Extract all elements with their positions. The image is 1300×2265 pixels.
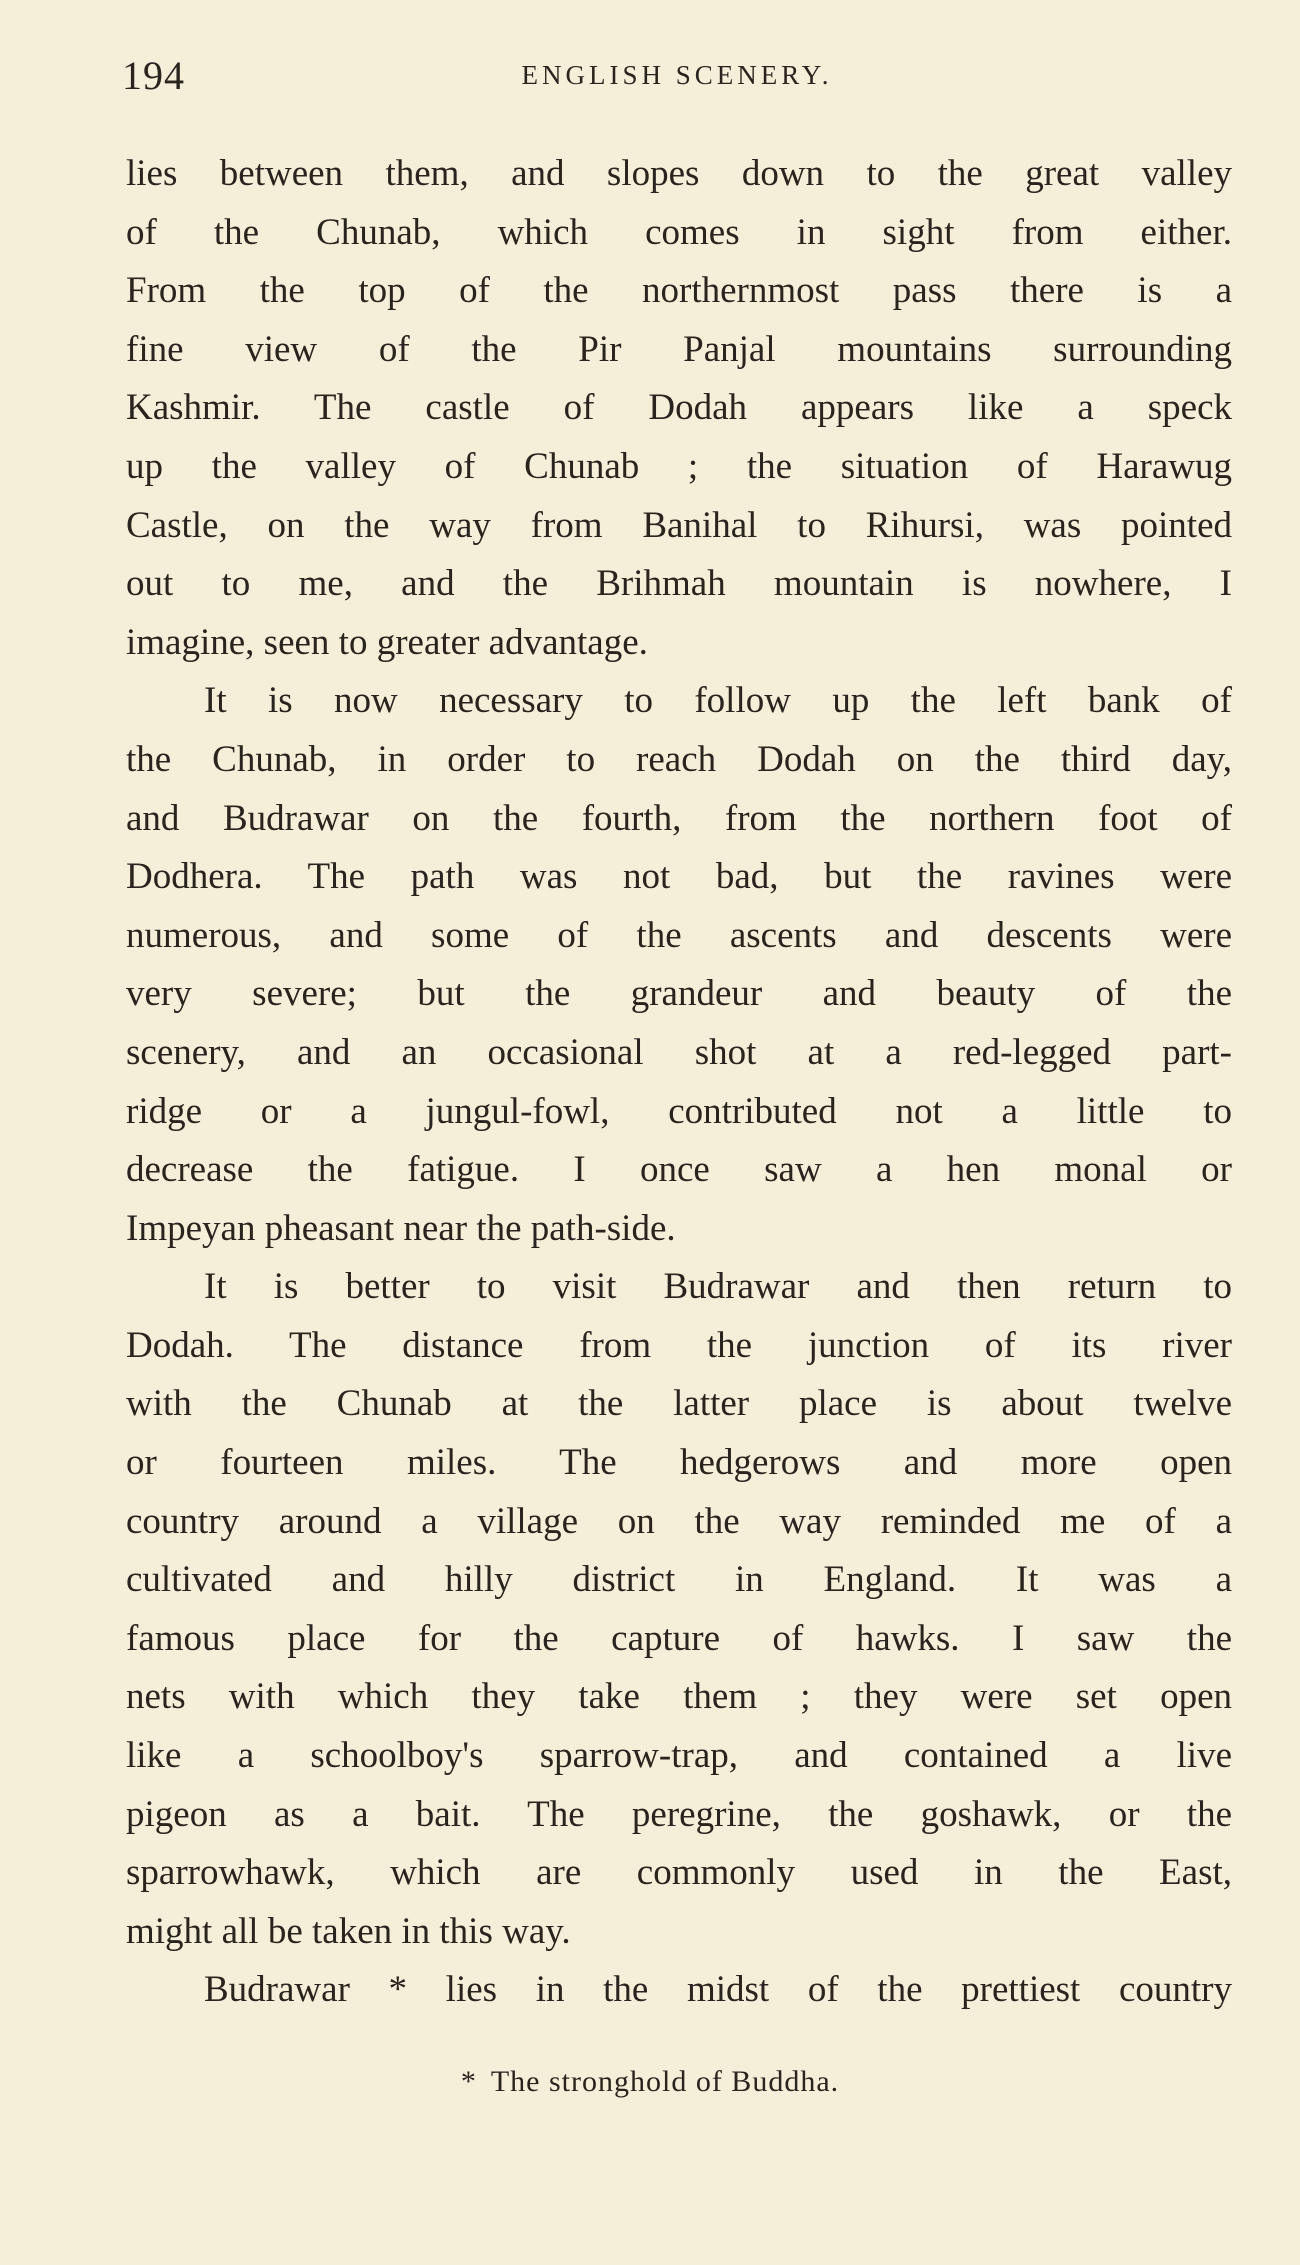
text-line: Kashmir. The castle of Dodah appears like a speck — [126, 387, 1232, 429]
text-line: Castle, on the way from Banihal to Rihursi, was pointed — [126, 504, 1232, 546]
footnote — [0, 2065, 1300, 2099]
text-line: the Chunab, in order to reach Dodah on the third day, — [126, 738, 1232, 780]
text-line: out to me, and the Brihmah mountain is nowhere, I — [126, 563, 1232, 605]
text-line: pigeon as a bait. The peregrine, the goshawk, or the — [126, 1793, 1232, 1835]
text-line: very severe; but the grandeur and beauty of the — [126, 973, 1232, 1015]
text-line: nets with which they take them ; they were set open — [126, 1676, 1232, 1718]
text-line: with the Chunab at the latter place is about twelve — [126, 1383, 1232, 1425]
text-line: Dodhera. The path was not bad, but the ravines were — [126, 856, 1232, 898]
text-line: cultivated and hilly district in England. It was a — [126, 1559, 1232, 1601]
text-line: or fourteen miles. The hedgerows and more open — [126, 1442, 1232, 1484]
page-number: 194 — [122, 53, 185, 98]
text-line: It is now necessary to follow up the left bank of — [204, 680, 1232, 722]
text-line: Dodah. The distance from the junction of its river — [126, 1324, 1232, 1366]
text-line: ridge or a jungul-fowl, contributed not a little to — [126, 1090, 1232, 1132]
text-line: From the top of the northernmost pass there is a — [126, 270, 1232, 312]
text-line: lies between them, and slopes down to the great valley — [126, 153, 1232, 194]
text-line: might all be taken in this way. — [126, 1910, 571, 1952]
footnote-mark: * — [460, 2065, 477, 2098]
footnote-text: The stronghold of Buddha. — [490, 2065, 840, 2098]
text-line: decrease the fatigue. I once saw a hen monal or — [126, 1149, 1232, 1191]
text-line: of the Chunab, which comes in sight from either. — [126, 211, 1232, 253]
text-line: and Budrawar on the fourth, from the northern foot of — [126, 797, 1232, 839]
running-title: ENGLISH SCENERY. — [521, 60, 833, 90]
text-line: sparrowhawk, which are commonly used in the East, — [126, 1852, 1232, 1894]
text-line: Impeyan pheasant near the path-side. — [126, 1207, 676, 1249]
text-line: scenery, and an occasional shot at a red-legged part- — [126, 1031, 1232, 1073]
text-line: numerous, and some of the ascents and descents were — [126, 914, 1232, 956]
text-line: Budrawar * lies in the midst of the prettiest country — [204, 1969, 1232, 2011]
page-header — [122, 52, 1232, 112]
text-line: like a schoolboy's sparrow-trap, and contained a live — [126, 1735, 1232, 1777]
text-line: up the valley of Chunab ; the situation of Harawug — [126, 445, 1232, 487]
text-line: famous place for the capture of hawks. I saw the — [126, 1617, 1232, 1659]
text-line: country around a village on the way reminded me of a — [126, 1500, 1232, 1542]
text-line: It is better to visit Budrawar and then return to — [204, 1266, 1232, 1308]
text-line: imagine, seen to greater advantage. — [126, 621, 648, 663]
body-text — [126, 145, 1232, 2020]
text-line: fine view of the Pir Panjal mountains surrounding — [126, 328, 1232, 370]
